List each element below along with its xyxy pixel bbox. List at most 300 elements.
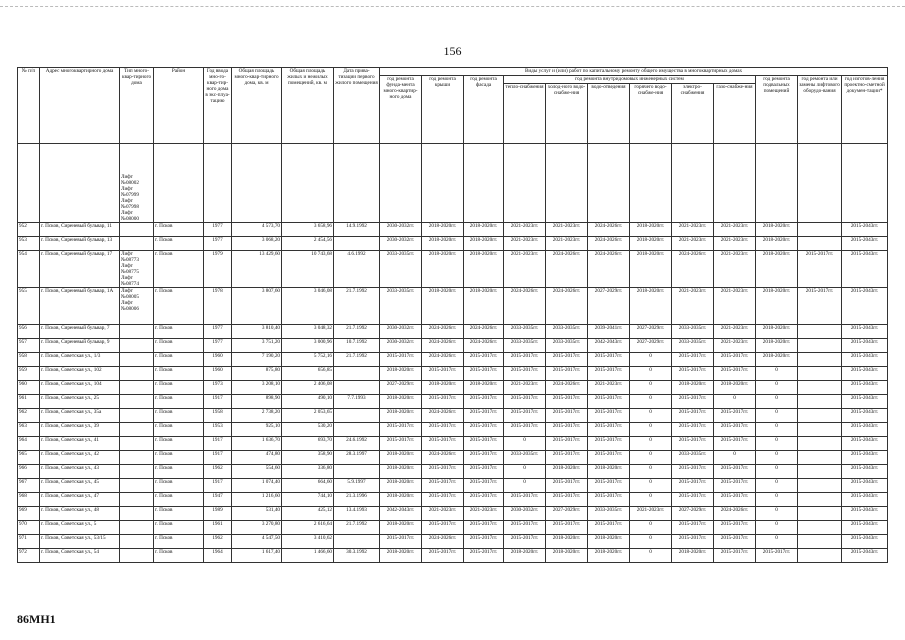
cell-priv: 10.7.1992 xyxy=(334,339,380,353)
cell-basement: 2018-2020гг. xyxy=(756,251,798,288)
cell-addr: г. Псков, Советская ул., 5 xyxy=(40,521,120,535)
cell-type xyxy=(120,223,154,237)
cell-total: 1 074,40 xyxy=(232,479,282,493)
cell-roof: 2024-2026гг. xyxy=(422,339,464,353)
cell-year: 1960 xyxy=(204,367,232,381)
table-row xyxy=(18,479,888,493)
cell-total: 4 573,70 xyxy=(232,223,282,237)
cell-basement: 2018-2020гг. xyxy=(756,223,798,237)
cell-priv: 21.7.1992 xyxy=(334,521,380,535)
cell-basement: 0 xyxy=(756,423,798,437)
cell-gas: 2021-2023гг. xyxy=(714,223,756,237)
cell-dist: г. Псков xyxy=(154,465,204,479)
cell-basement: 0 xyxy=(756,465,798,479)
cell-living: 693,70 xyxy=(282,437,334,451)
cell-gas: 2015-2017гг. xyxy=(714,535,756,549)
cell-gas: 2015-2017гг. xyxy=(714,353,756,367)
cell-gas: 0 xyxy=(714,451,756,465)
cell-dist: г. Псков xyxy=(154,549,204,563)
cell-dist: г. Псков xyxy=(154,451,204,465)
cell-design: 2015-2043гг. xyxy=(842,521,888,535)
cell-elevator xyxy=(798,493,842,507)
cell-elevator xyxy=(798,465,842,479)
cell-year: 1947 xyxy=(204,493,232,507)
cell-dist: г. Псков xyxy=(154,381,204,395)
cell-hot: 0 xyxy=(630,479,672,493)
cell-gas: 2015-2017гг. xyxy=(714,437,756,451)
cell-electro: 2015-2017гг. xyxy=(672,409,714,423)
table-row xyxy=(18,549,888,563)
cell-living: 5 752,16 xyxy=(282,353,334,367)
cell-heat: 2033-2035гг. xyxy=(504,325,546,339)
cell-total: 898,90 xyxy=(232,395,282,409)
cell-heat: 2021-2023гг. xyxy=(504,223,546,237)
header-gas: газо-снабже-ния xyxy=(714,84,756,144)
cell-dist: г. Псков xyxy=(154,437,204,451)
cell-design: 2015-2043гг. xyxy=(842,409,888,423)
cell-gas: 2021-2023гг. xyxy=(714,325,756,339)
cell-cold: 2024-2026гг. xyxy=(546,381,588,395)
cell-heat: 2015-2017гг. xyxy=(504,409,546,423)
cell-addr: г. Псков, Советская ул., 45 xyxy=(40,479,120,493)
cell-design: 2015-2043гг. xyxy=(842,395,888,409)
cell-drain: 2018-2020гг. xyxy=(588,465,630,479)
cell-cold: 2015-2017гг. xyxy=(546,479,588,493)
cell-heat: 2015-2017гг. xyxy=(504,367,546,381)
cell-drain: 2015-2017гг. xyxy=(588,493,630,507)
cell-hot: 0 xyxy=(630,381,672,395)
table-row xyxy=(18,237,888,251)
cell-facade: 2021-2023гг. xyxy=(464,507,504,521)
table-row xyxy=(18,381,888,395)
header-works-group: Виды услуг и (или) работ по капитальному ремонту общего имущества в многоквартирных домах xyxy=(380,68,888,76)
cell-total: 3 068,20 xyxy=(232,237,282,251)
cell-found: 2018-2020гг. xyxy=(380,451,422,465)
cell-roof: 2015-2017гг. xyxy=(422,367,464,381)
cell-cold: 2027-2029гг. xyxy=(546,507,588,521)
cell-found: 2030-2032гг. xyxy=(380,325,422,339)
cell-heat: 2015-2017гг. xyxy=(504,493,546,507)
cell-n: 958 xyxy=(18,353,40,367)
cell-design: 2015-2043гг. xyxy=(842,223,888,237)
cell-type xyxy=(120,237,154,251)
cell-addr: г. Псков, Советская ул., 54 xyxy=(40,549,120,563)
header-heat: тепло-снабжения xyxy=(504,84,546,144)
cell-design: 2015-2043гг. xyxy=(842,339,888,353)
cell-dist: г. Псков xyxy=(154,251,204,288)
cell-basement: 2018-2020гг. xyxy=(756,288,798,325)
table-row xyxy=(18,437,888,451)
cell-priv xyxy=(334,465,380,479)
cell-hot: 0 xyxy=(630,423,672,437)
cell-living: 656,85 xyxy=(282,367,334,381)
cell-gas: 2024-2026гг. xyxy=(714,507,756,521)
cell-electro: 2021-2023гг. xyxy=(672,288,714,325)
cell-total: 1 216,60 xyxy=(232,493,282,507)
cell-elevator xyxy=(798,339,842,353)
cell-n: 969 xyxy=(18,507,40,521)
table-row xyxy=(18,465,888,479)
cell-living: 744,10 xyxy=(282,493,334,507)
cell-roof: 2015-2017гг. xyxy=(422,521,464,535)
cell-drain: 2015-2017гг. xyxy=(588,521,630,535)
cell-basement: 2018-2020гг. xyxy=(756,237,798,251)
cell-type xyxy=(120,367,154,381)
footer-code: 86МН1 xyxy=(17,612,56,626)
header-year: Год ввода мно-го-квар-тир-ного дома в экс-плуа-тацию xyxy=(204,68,232,144)
cell-found: 2018-2020гг. xyxy=(380,479,422,493)
header-priv-date: Дата прива-тизации первого жилого помещения xyxy=(334,68,380,144)
cell-hot: 0 xyxy=(630,367,672,381)
cell-elevator xyxy=(798,325,842,339)
table-row xyxy=(18,451,888,465)
cell-addr: г. Псков, Советская ул., 35а xyxy=(40,409,120,423)
cell-drain: 2015-2017гг. xyxy=(588,409,630,423)
cell-basement: 2015-2017гг. xyxy=(756,549,798,563)
table-row xyxy=(18,423,888,437)
cell-gas: 2021-2023гг. xyxy=(714,251,756,288)
cell-facade: 2018-2020гг. xyxy=(464,288,504,325)
cell-hot: 0 xyxy=(630,395,672,409)
cell-found: 2027-2029гг. xyxy=(380,381,422,395)
cell-addr: г. Псков, Сиреневый бульвар, 7 xyxy=(40,325,120,339)
cell-electro: 2015-2017гг. xyxy=(672,353,714,367)
cell-roof: 2015-2017гг. xyxy=(422,437,464,451)
cell-dist: г. Псков xyxy=(154,395,204,409)
cell-cold: 2018-2020гг. xyxy=(546,549,588,563)
cell-roof: 2024-2026гг. xyxy=(422,325,464,339)
cell-n: 953 xyxy=(18,237,40,251)
cell-electro: 2018-2020гг. xyxy=(672,549,714,563)
cell-addr: г. Псков, Советская ул., 102 xyxy=(40,367,120,381)
cell-dist: г. Псков xyxy=(154,493,204,507)
cell-dist: г. Псков xyxy=(154,423,204,437)
cell-facade: 2018-2020гг. xyxy=(464,223,504,237)
table-row xyxy=(18,353,888,367)
table-row xyxy=(18,288,888,325)
cell-living: 358,90 xyxy=(282,451,334,465)
cell-priv xyxy=(334,237,380,251)
cell-facade: 2015-2017гг. xyxy=(464,479,504,493)
cell-found: 2018-2020гг. xyxy=(380,409,422,423)
cell-type xyxy=(120,535,154,549)
cell-roof: 2015-2017гг. xyxy=(422,549,464,563)
cell-dist: г. Псков xyxy=(154,288,204,325)
cell-found: 2015-2017гг. xyxy=(380,437,422,451)
cell-heat: 2021-2023гг. xyxy=(504,251,546,288)
cell-living: 3 048,32 xyxy=(282,325,334,339)
cell-drain: 2015-2017гг. xyxy=(588,423,630,437)
cell-drain: 2015-2017гг. xyxy=(588,353,630,367)
cell-design: 2015-2043гг. xyxy=(842,451,888,465)
cell-elevator xyxy=(798,507,842,521)
cell-priv: 5.9.1997 xyxy=(334,479,380,493)
cell-electro: 2033-2035гг. xyxy=(672,325,714,339)
cell-addr: г. Псков, Советская ул., 41 xyxy=(40,437,120,451)
cell-dist: г. Псков xyxy=(154,237,204,251)
cell-hot: 0 xyxy=(630,535,672,549)
cell-dist: г. Псков xyxy=(154,409,204,423)
cell-total: 4 547,50 xyxy=(232,535,282,549)
cell-living: 1 466,60 xyxy=(282,549,334,563)
table-row xyxy=(18,507,888,521)
cell-living: 3 000,96 xyxy=(282,339,334,353)
cell-priv xyxy=(334,423,380,437)
cell-electro: 2015-2017гг. xyxy=(672,395,714,409)
cell-heat: 2033-2035гг. xyxy=(504,451,546,465)
cell-electro: 2024-2026гг. xyxy=(672,251,714,288)
cell-facade: 2015-2017гг. xyxy=(464,437,504,451)
cell-year: 1917 xyxy=(204,395,232,409)
header-cold: холод-ного водо-снабже-ния xyxy=(546,84,588,144)
cell-basement: 2018-2020гг. xyxy=(756,353,798,367)
cell-elevator: 2015-2017гг. xyxy=(798,251,842,288)
cell-type xyxy=(120,437,154,451)
cell-type xyxy=(120,465,154,479)
cell-found: 2030-2032гг. xyxy=(380,223,422,237)
cell-hot: 2018-2020гг. xyxy=(630,223,672,237)
cell-hot: 0 xyxy=(630,465,672,479)
page-number: 156 xyxy=(443,44,462,58)
cell-hot: 0 xyxy=(630,521,672,535)
cell-cold: 2033-2035гг. xyxy=(546,339,588,353)
cell-living: 2 053,65 xyxy=(282,409,334,423)
cell-basement: 0 xyxy=(756,395,798,409)
cell-basement: 0 xyxy=(756,535,798,549)
cell-living: 10 743,68 xyxy=(282,251,334,288)
cell-heat: 2030-2032гг. xyxy=(504,507,546,521)
cell-type xyxy=(120,395,154,409)
header-electro: электро-снабжения xyxy=(672,84,714,144)
cell-basement: 0 xyxy=(756,437,798,451)
cell-dist: г. Псков xyxy=(154,353,204,367)
cell-drain: 2015-2017гг. xyxy=(588,479,630,493)
cell-found: 2018-2020гг. xyxy=(380,465,422,479)
cell-total: 3 751,20 xyxy=(232,339,282,353)
cell-total: 474,80 xyxy=(232,451,282,465)
cell-priv: 24.6.1992 xyxy=(334,437,380,451)
cell-total: 13 429,60 xyxy=(232,251,282,288)
cell-drain: 2021-2023гг. xyxy=(588,381,630,395)
cell-facade: 2015-2017гг. xyxy=(464,535,504,549)
cell-facade: 2018-2020гг. xyxy=(464,237,504,251)
cell-electro: 2021-2023гг. xyxy=(672,223,714,237)
cell-priv: 21.7.1992 xyxy=(334,353,380,367)
cell-type xyxy=(120,325,154,339)
cell-hot: 0 xyxy=(630,353,672,367)
cell-addr: г. Псков, Советская ул., 25 xyxy=(40,395,120,409)
cell-n: 952 xyxy=(18,223,40,237)
cell-year: 1917 xyxy=(204,451,232,465)
cell-elevator xyxy=(798,549,842,563)
cell-found: 2018-2020гг. xyxy=(380,549,422,563)
cell-electro: 2015-2017гг. xyxy=(672,465,714,479)
cell-dist: г. Псков xyxy=(154,367,204,381)
cell-electro: 2015-2017гг. xyxy=(672,437,714,451)
table-row xyxy=(18,325,888,339)
cell-year: 1979 xyxy=(204,251,232,288)
cell-living: 2 406,08 xyxy=(282,381,334,395)
cell-facade: 2015-2017гг. xyxy=(464,423,504,437)
cell-facade: 2015-2017гг. xyxy=(464,409,504,423)
cell-priv xyxy=(334,535,380,549)
cell-roof: 2021-2023гг. xyxy=(422,507,464,521)
cell-type xyxy=(120,423,154,437)
cell-total: 554,60 xyxy=(232,465,282,479)
cell-basement: 2018-2020гг. xyxy=(756,325,798,339)
cell-electro: 2021-2023гг. xyxy=(672,237,714,251)
cell-electro: 2027-2029гг. xyxy=(672,507,714,521)
cell-n: 972 xyxy=(18,549,40,563)
cell-heat: 2024-2026гг. xyxy=(504,288,546,325)
cell-dist: г. Псков xyxy=(154,339,204,353)
cell-design: 2015-2043гг. xyxy=(842,507,888,521)
cell-elevator: 2015-2017гг. xyxy=(798,288,842,325)
header-roof: год ремонта крыши xyxy=(422,76,464,144)
cell-living: 3 410,62 xyxy=(282,535,334,549)
cell-priv: 21.7.1992 xyxy=(334,325,380,339)
cell-roof: 2015-2017гг. xyxy=(422,395,464,409)
cell-year: 1962 xyxy=(204,535,232,549)
cell-addr: г. Псков, Советская ул., 43 xyxy=(40,465,120,479)
cell-heat: 2018-2020гг. xyxy=(504,549,546,563)
cell-type xyxy=(120,521,154,535)
cell-year: 1962 xyxy=(204,465,232,479)
cell-year: 1917 xyxy=(204,437,232,451)
cell-basement: 2018-2020гг. xyxy=(756,339,798,353)
cell-drain: 2033-2035гг. xyxy=(588,507,630,521)
cell-total: 1 617,40 xyxy=(232,549,282,563)
cell-n: 960 xyxy=(18,381,40,395)
cell-total: 531,40 xyxy=(232,507,282,521)
cell-n: 954 xyxy=(18,251,40,288)
cell-year: 1973 xyxy=(204,381,232,395)
cell-roof: 2015-2017гг. xyxy=(422,493,464,507)
cell-found: 2015-2017гг. xyxy=(380,353,422,367)
cell-total: 875,80 xyxy=(232,367,282,381)
cell-cold: 2033-2035гг. xyxy=(546,325,588,339)
cell-design: 2015-2043гг. xyxy=(842,423,888,437)
cell-dist: г. Псков xyxy=(154,325,204,339)
cell-facade: 2015-2017гг. xyxy=(464,451,504,465)
cell-n: 965 xyxy=(18,451,40,465)
cell-drain: 2024-2026гг. xyxy=(588,237,630,251)
cell-drain: 2027-2029гг. xyxy=(588,288,630,325)
cell-hot: 0 xyxy=(630,451,672,465)
cell-heat: 2021-2023гг. xyxy=(504,381,546,395)
cell-year: 1961 xyxy=(204,521,232,535)
cell-elevator xyxy=(798,395,842,409)
cell-electro: 2015-2017гг. xyxy=(672,423,714,437)
cell-cold: 2015-2017гг. xyxy=(546,367,588,381)
header-district: Район xyxy=(154,68,204,144)
cell-roof: 2015-2017гг. xyxy=(422,423,464,437)
cell-gas: 2015-2017гг. xyxy=(714,549,756,563)
cell-elevator xyxy=(798,409,842,423)
capital-repair-table xyxy=(17,67,888,563)
cell-electro: 2033-2035гг. xyxy=(672,451,714,465)
cell-basement: 0 xyxy=(756,493,798,507)
cell-design: 2015-2043гг. xyxy=(842,479,888,493)
header-type: Тип много-квар-тирного дома xyxy=(120,68,154,144)
header-drain: водо-отведения xyxy=(588,84,630,144)
table-row xyxy=(18,395,888,409)
cell-cold: 2015-2017гг. xyxy=(546,395,588,409)
cell-year: 1977 xyxy=(204,223,232,237)
cell-elevator xyxy=(798,479,842,493)
cell-found: 2018-2020гг. xyxy=(380,395,422,409)
cell-n: 963 xyxy=(18,423,40,437)
cell-elevator xyxy=(798,535,842,549)
cell-basement: 0 xyxy=(756,507,798,521)
cell-hot: 0 xyxy=(630,493,672,507)
cell-priv: 30.3.1992 xyxy=(334,549,380,563)
cell-total: 3 810,40 xyxy=(232,325,282,339)
cell-design: 2015-2043гг. xyxy=(842,251,888,288)
cell-electro: 2015-2017гг. xyxy=(672,367,714,381)
cell-hot: 2021-2023гг. xyxy=(630,507,672,521)
cell-hot: 2018-2020гг. xyxy=(630,288,672,325)
cell-dist: г. Псков xyxy=(154,507,204,521)
cell-heat: 2015-2017гг. xyxy=(504,423,546,437)
cell-roof: 2018-2020гг. xyxy=(422,237,464,251)
cell-elevator xyxy=(798,381,842,395)
cell-year: 1978 xyxy=(204,288,232,325)
cell-total: 7 190,20 xyxy=(232,353,282,367)
cell-cold: 2015-2017гг. xyxy=(546,451,588,465)
cell-addr: г. Псков, Сиреневый бульвар, 17 xyxy=(40,251,120,288)
cell-electro: 2015-2017гг. xyxy=(672,521,714,535)
cell-found: 2018-2020гг. xyxy=(380,521,422,535)
cell-roof: 2015-2017гг. xyxy=(422,465,464,479)
cell-found: 2030-2032гг. xyxy=(380,339,422,353)
cell-priv: 28.3.1997 xyxy=(334,451,380,465)
cell-roof: 2024-2026гг. xyxy=(422,535,464,549)
cell-year: 1958 xyxy=(204,409,232,423)
lift-list-cell: Лифт №08002 Лифт №07999 Лифт №07998 Лифт №08000 xyxy=(120,144,154,223)
table-row xyxy=(18,339,888,353)
cell-heat: 0 xyxy=(504,437,546,451)
cell-living: 490,10 xyxy=(282,395,334,409)
cell-living: 3 046,08 xyxy=(282,288,334,325)
cell-gas: 2015-2017гг. xyxy=(714,493,756,507)
cell-year: 1917 xyxy=(204,479,232,493)
cell-gas: 2018-2020гг. xyxy=(714,381,756,395)
cell-gas: 2015-2017гг. xyxy=(714,479,756,493)
cell-type: Лифт №08773 Лифт №08775 Лифт №08774 xyxy=(120,251,154,288)
cell-drain: 2024-2026гг. xyxy=(588,223,630,237)
cell-addr: г. Псков, Советская ул., 48 xyxy=(40,507,120,521)
header-foundation: год ремонта фунда-мента много-квартир-ного дома xyxy=(380,76,422,144)
cell-heat: 0 xyxy=(504,465,546,479)
cell-facade: 2015-2017гг. xyxy=(464,549,504,563)
cell-drain: 2018-2020гг. xyxy=(588,535,630,549)
cell-drain: 2018-2020гг. xyxy=(588,549,630,563)
cell-total: 925,10 xyxy=(232,423,282,437)
cell-type xyxy=(120,549,154,563)
cell-gas: 2015-2017гг. xyxy=(714,367,756,381)
cell-priv xyxy=(334,409,380,423)
cell-type: Лифт №08005 Лифт №08006 xyxy=(120,288,154,325)
cell-cold: 2021-2023гг. xyxy=(546,223,588,237)
cell-gas: 2015-2017гг. xyxy=(714,465,756,479)
cell-type xyxy=(120,339,154,353)
cell-living: 664,60 xyxy=(282,479,334,493)
cell-facade: 2015-2017гг. xyxy=(464,521,504,535)
cell-basement: 0 xyxy=(756,409,798,423)
cell-total: 3 208,10 xyxy=(232,381,282,395)
cell-hot: 2018-2020гг. xyxy=(630,251,672,288)
